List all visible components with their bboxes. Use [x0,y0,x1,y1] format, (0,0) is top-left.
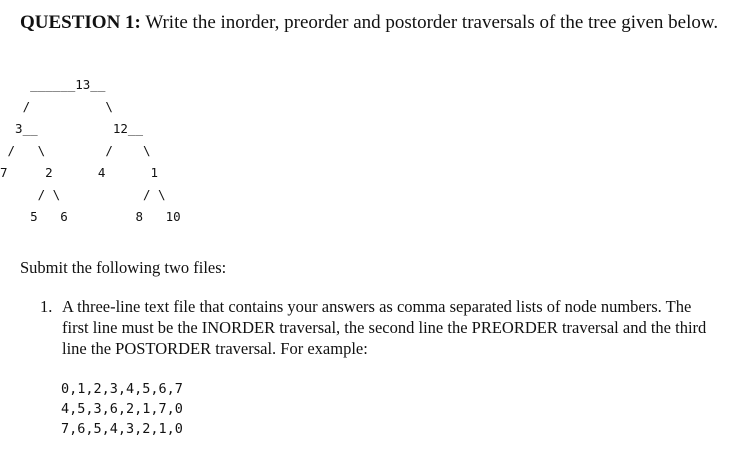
question-heading [20,12,718,34]
example-output [61,379,183,439]
question-text: Write the inorder, preorder and postorder traversals of the tree given below. [145,12,719,33]
binary-tree-diagram: ______13__ / \ 3__ 12__ / \ / \ 7 2 4 1 / \ / \ 5 6 8 10 [0,77,181,224]
list-item [40,296,712,359]
example-line-inorder: 0,1,2,3,4,5,6,7 [61,381,183,397]
question-label: QUESTION 1: [20,12,141,33]
list-item-text: A three-line text file that contains your answers as comma separated lists of node numbers. The first line must be the INORDER traversal, the second line the PREORDER traversal and the third line the POSTORDER traversal. For example: [62,297,707,358]
file-list [40,296,712,359]
example-line-preorder: 4,5,3,6,2,1,7,0 [61,401,183,417]
example-line-postorder: 7,6,5,4,3,2,1,0 [61,421,183,437]
list-item-number: 1. [40,297,53,316]
submit-instructions: Submit the following two files: [20,258,227,277]
